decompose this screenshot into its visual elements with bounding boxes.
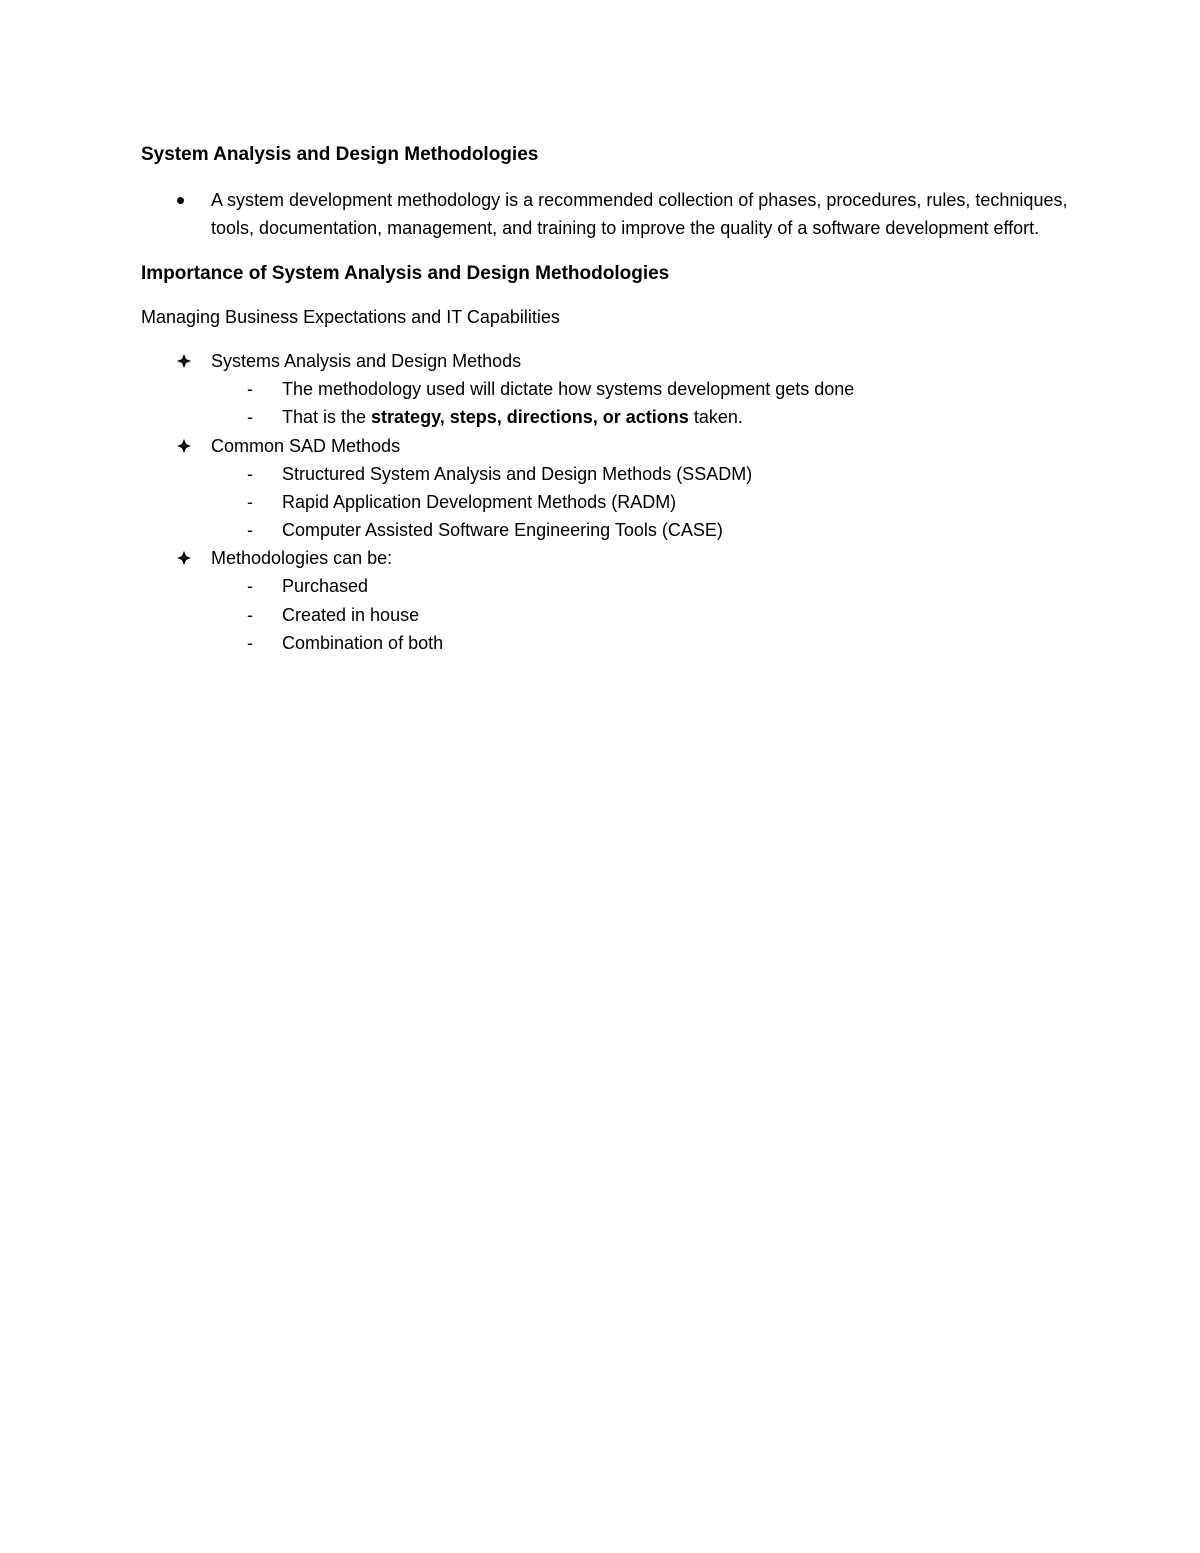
list-item bbox=[141, 375, 1081, 403]
dash-marker: - bbox=[247, 379, 253, 399]
list-item bbox=[141, 629, 1081, 657]
strategy-pre-text: That is the bbox=[282, 407, 372, 428]
list-item-text: The methodology used will dictate how systems development gets done bbox=[282, 379, 855, 399]
section-heading-importance: Importance of System Analysis and Design Methodologies bbox=[141, 263, 670, 284]
section-heading-methodologies: System Analysis and Design Methodologies bbox=[141, 144, 539, 165]
list-item bbox=[141, 601, 1081, 629]
dash-marker: - bbox=[247, 407, 253, 428]
list-item-text: Structured System Analysis and Design Methods (SSADM) bbox=[282, 463, 753, 484]
subtitle-managing-expectations: Managing Business Expectations and IT Capabilities bbox=[141, 307, 560, 327]
list-item bbox=[141, 460, 1081, 488]
dash-marker: - bbox=[247, 463, 253, 484]
group-label: Common SAD Methods bbox=[211, 435, 401, 456]
group-common-sad-methods bbox=[141, 432, 1081, 460]
group-methodologies-items bbox=[141, 572, 1081, 657]
dash-marker: - bbox=[247, 491, 253, 512]
dash-marker: - bbox=[247, 576, 253, 597]
list-item bbox=[141, 488, 1081, 516]
definition-text: A system development methodology is a recommended collection of phases, procedures, rules, techniques, tools, documentation, management, and training to improve the quality of a software development effort. bbox=[211, 190, 1068, 238]
list-item-text: Rapid Application Development Methods (RADM) bbox=[282, 491, 677, 512]
diamond-bullet-icon bbox=[176, 432, 192, 460]
bullet-dot-icon bbox=[177, 197, 184, 204]
dash-marker: - bbox=[247, 520, 253, 541]
group-systems-analysis-methods bbox=[141, 347, 1081, 375]
group-label: Systems Analysis and Design Methods bbox=[211, 351, 522, 371]
diamond-bullet-icon bbox=[176, 347, 192, 375]
strategy-post-text: taken. bbox=[688, 407, 743, 428]
group-systems-analysis-items bbox=[141, 375, 1081, 432]
list-item-text: Combination of both bbox=[282, 633, 444, 654]
list-item-text: Purchased bbox=[282, 576, 369, 597]
list-item-strategy bbox=[141, 403, 1081, 431]
list-item bbox=[141, 572, 1081, 600]
definition-bullet-item bbox=[141, 186, 1081, 242]
group-methodologies-can-be bbox=[141, 544, 1081, 572]
list-item-text: Computer Assisted Software Engineering Tools (CASE) bbox=[282, 520, 723, 541]
list-item bbox=[141, 516, 1081, 544]
diamond-bullet-icon bbox=[176, 544, 192, 572]
list-item-text: Created in house bbox=[282, 604, 420, 625]
document-body bbox=[141, 141, 1081, 657]
strategy-bold-text: strategy, steps, directions, or actions bbox=[371, 407, 689, 428]
group-label: Methodologies can be: bbox=[211, 548, 393, 569]
definition-list bbox=[141, 186, 1081, 242]
group-common-sad-items bbox=[141, 460, 1081, 545]
dash-marker: - bbox=[247, 604, 253, 625]
dash-marker: - bbox=[247, 633, 253, 654]
